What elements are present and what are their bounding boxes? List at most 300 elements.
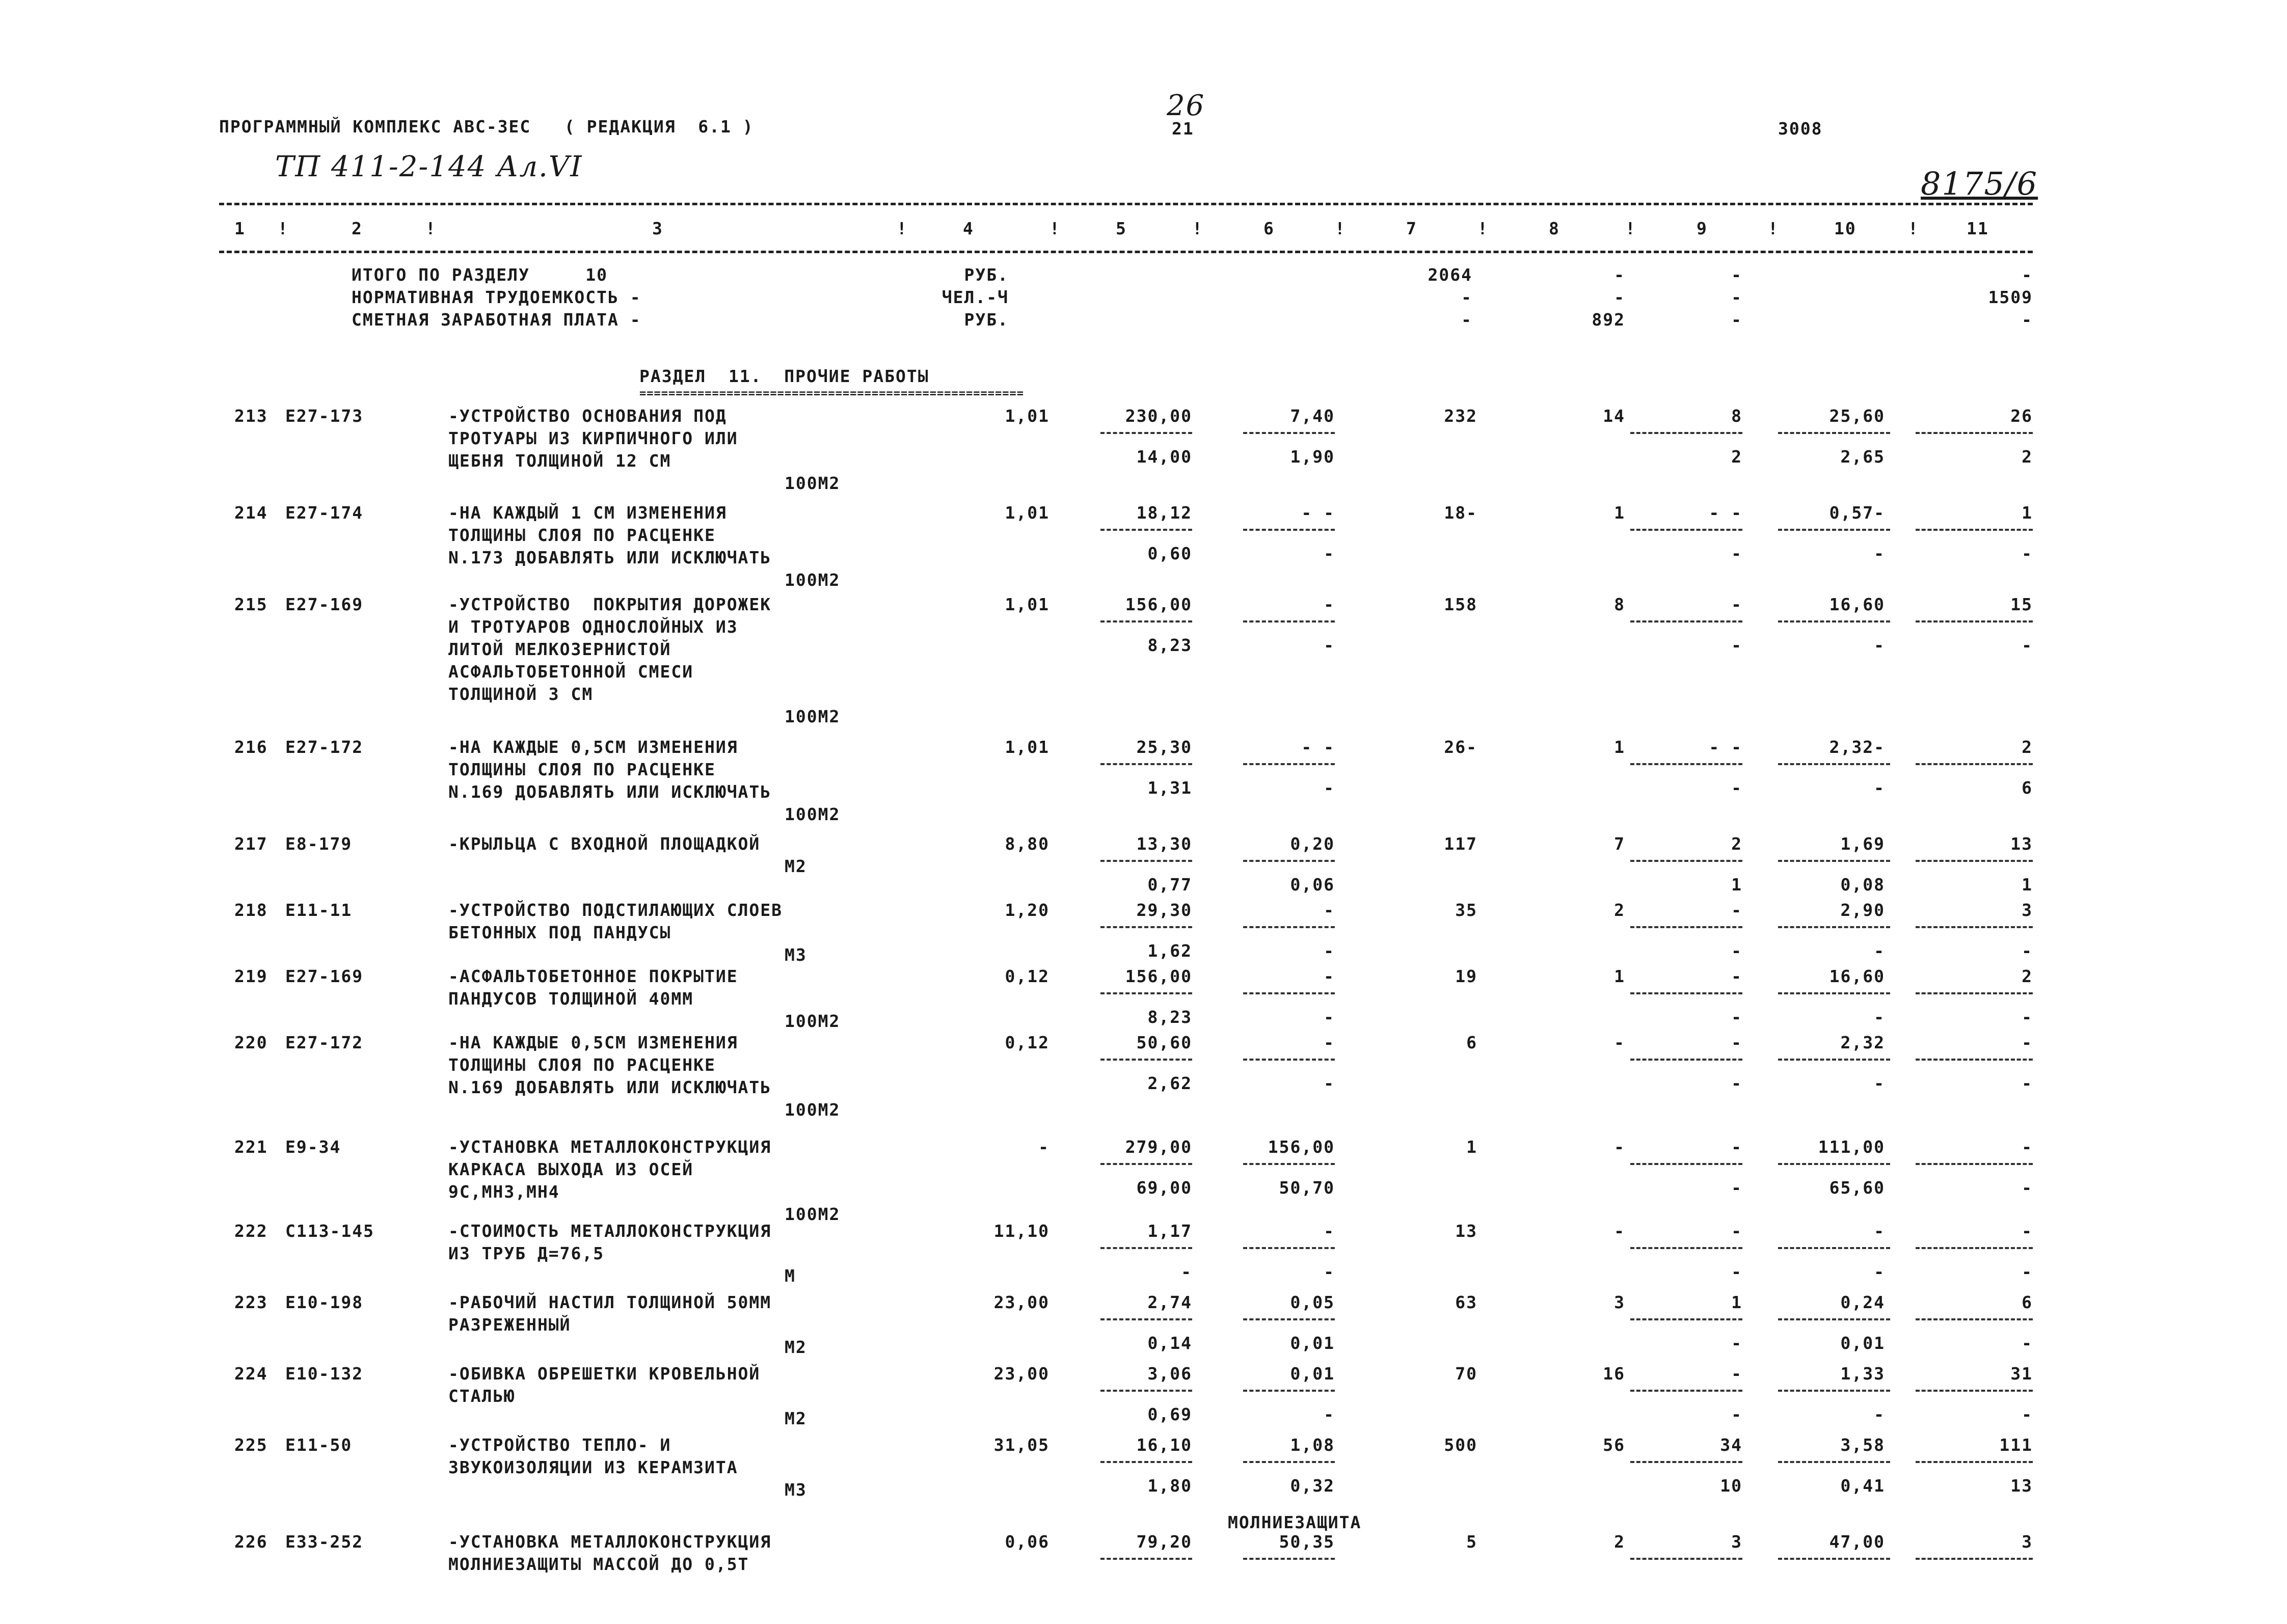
summary-col8: - [1614,287,1625,307]
row-unit-price-wages: - [1324,900,1335,920]
row-description-line: И ТРОТУАРОВ ОДНОСЛОЙНЫХ ИЗ [448,617,738,637]
totals-divider [1630,992,1742,994]
row-total-wages: 56 [1603,1435,1625,1455]
row-unit: М2 [785,1409,807,1428]
row-quantity: 11,10 [993,1221,1050,1241]
row-description-line: -КРЫЛЬЦА С ВХОДНОЙ ПЛОЩАДКОЙ [448,834,761,854]
row-number: 215 [234,594,268,614]
row-quantity: 8,80 [1005,834,1050,854]
row-labor-unit: 16,60 [1829,594,1885,614]
totals-divider [1778,1163,1890,1165]
row-labor-machines-unit: - [1874,778,1885,798]
row-unit-price-machines: 0,60 [1147,544,1192,563]
row-unit-price-wages: - [1324,1221,1335,1241]
row-unit-price-wages: - [1324,966,1335,986]
row-unit-price-wages: 7,40 [1290,406,1335,426]
column-number: 9 [1697,219,1708,238]
totals-divider [1630,1163,1742,1165]
row-labor-machines-unit: - [1874,1404,1885,1424]
totals-divider [1916,1163,2033,1165]
totals-divider [1778,1318,1890,1320]
totals-divider [1778,1059,1890,1061]
row-machine-wages: - [1731,1404,1742,1424]
row-unit-price-machines: - [1181,1262,1192,1282]
price-divider [1100,1558,1192,1560]
row-labor-machines-total: 6 [2022,778,2033,798]
row-labor-total: 2 [2022,737,2033,757]
totals-divider [1630,620,1742,622]
totals-divider [1778,432,1890,434]
row-unit-price: 3,06 [1147,1364,1192,1384]
row-quantity: 0,12 [1005,1033,1050,1052]
row-labor-unit: 2,32 [1840,1033,1885,1052]
row-machine-wages: - [1731,1007,1742,1027]
row-number: 213 [234,406,268,426]
row-description-line: ТОЛЩИНЫ СЛОЯ ПО РАСЦЕНКЕ [448,525,716,545]
summary-unit: РУБ. [964,265,1009,285]
summary-col8: 892 [1592,310,1625,330]
row-quantity: 1,01 [1005,503,1050,523]
page-number-handwritten: 26 [1167,89,1205,122]
row-labor-machines-total: - [2022,1073,2033,1093]
totals-divider [1778,529,1890,531]
row-code: Е10-132 [285,1364,364,1384]
price-divider [1243,620,1335,622]
row-labor-unit: 47,00 [1829,1532,1885,1552]
totals-divider [1916,763,2033,765]
totals-divider [1630,432,1742,434]
totals-divider [1916,926,2033,928]
row-unit-price-machines: 14,00 [1136,447,1192,467]
summary-label: СМЕТНАЯ ЗАРАБОТНАЯ ПЛАТА - [352,310,641,330]
row-quantity: 0,06 [1005,1532,1050,1552]
row-unit-price-machine-wages: 0,32 [1290,1476,1335,1496]
totals-divider [1630,1247,1742,1249]
row-labor-machines-unit: 65,60 [1829,1178,1885,1198]
row-total-machines: 2 [1731,834,1742,854]
row-labor-total: 2 [2022,966,2033,986]
row-unit-price-machine-wages: 0,01 [1290,1333,1335,1353]
document-code: 3008 [1778,119,1823,139]
totals-divider [1916,1558,2033,1560]
row-total-wages: 14 [1603,406,1625,426]
price-divider [1243,529,1335,531]
summary-col7: - [1461,287,1472,307]
row-code: Е33-252 [285,1532,364,1552]
summary-label: НОРМАТИВНАЯ ТРУДОЕМКОСТЬ - [352,287,641,307]
row-number: 220 [234,1033,268,1052]
price-divider [1243,1390,1335,1392]
row-unit-price: 230,00 [1125,406,1192,426]
row-unit-price: 156,00 [1125,966,1192,986]
row-description-line: КАРКАСА ВЫХОДА ИЗ ОСЕЙ [448,1159,694,1179]
program-header: ПРОГРАММНЫЙ КОМПЛЕКС АВС-3ЕС ( РЕДАКЦИЯ 6.1 ) [219,117,754,137]
row-labor-unit: 0,57- [1829,503,1885,523]
row-labor-unit: 3,58 [1840,1435,1885,1455]
row-number: 221 [234,1137,268,1157]
row-unit-price-wages: 156,00 [1268,1137,1335,1157]
price-divider [1100,1163,1192,1165]
row-unit-price: 1,17 [1147,1221,1192,1241]
row-total-machines: - [1731,1221,1742,1241]
row-unit: М2 [785,856,807,876]
row-unit-price-machines: 69,00 [1136,1178,1192,1198]
row-quantity: 23,00 [993,1292,1050,1312]
row-description-line: N.173 ДОБАВЛЯТЬ ИЛИ ИСКЛЮЧАТЬ [448,548,772,567]
row-total-machines: - [1731,594,1742,614]
summary-col7: 2064 [1428,265,1472,285]
row-unit-price-wages: 50,35 [1279,1532,1335,1552]
row-unit-price: 25,30 [1136,737,1192,757]
row-total-wages: 8 [1614,594,1625,614]
row-unit-price: 50,60 [1136,1033,1192,1052]
row-machine-wages: - [1731,635,1742,655]
row-unit-price-machine-wages: - [1324,1073,1335,1093]
price-divider [1100,1247,1192,1249]
row-unit-price: 13,30 [1136,834,1192,854]
row-description-line: ПАНДУСОВ ТОЛЩИНОЙ 40ММ [448,989,694,1009]
header-bottom-rule [219,251,2033,253]
price-divider [1243,992,1335,994]
row-total-wages: 3 [1614,1292,1625,1312]
row-labor-total: 3 [2022,1532,2033,1552]
row-unit-price-wages: - - [1301,737,1335,757]
row-machine-wages: - [1731,1333,1742,1353]
row-machine-wages: 10 [1720,1476,1742,1496]
row-labor-machines-unit: 0,41 [1840,1476,1885,1496]
row-quantity: 1,01 [1005,594,1050,614]
totals-divider [1778,1558,1890,1560]
lightning-protection-note: МОЛНИЕЗАЩИТА [1228,1512,1362,1532]
row-total-cost: 19 [1455,966,1477,986]
row-unit: 100М2 [785,570,841,590]
totals-divider [1916,620,2033,622]
row-description-line: -УСТАНОВКА МЕТАЛЛОКОНСТРУКЦИЯ [448,1532,772,1552]
row-unit-price-wages: - - [1301,503,1335,523]
price-divider [1243,1558,1335,1560]
row-labor-unit: 2,90 [1840,900,1885,920]
totals-divider [1778,1247,1890,1249]
totals-divider [1916,1247,2033,1249]
summary-unit: РУБ. [964,310,1009,330]
row-description-line: ТОЛЩИНЫ СЛОЯ ПО РАСЦЕНКЕ [448,760,716,779]
summary-col11: - [2022,265,2033,285]
row-unit-price-wages: 0,05 [1290,1292,1335,1312]
row-labor-total: 26 [2010,406,2033,426]
totals-divider [1630,763,1742,765]
row-quantity: 1,20 [1005,900,1050,920]
row-total-machines: 1 [1731,1292,1742,1312]
row-machine-wages: 2 [1731,447,1742,467]
row-total-wages: 2 [1614,900,1625,920]
row-description-line: -УСТАНОВКА МЕТАЛЛОКОНСТРУКЦИЯ [448,1137,772,1157]
row-total-cost: 500 [1444,1435,1477,1455]
row-number: 225 [234,1435,268,1455]
row-labor-machines-unit: 0,08 [1840,875,1885,895]
row-total-cost: 117 [1444,834,1477,854]
totals-divider [1916,1390,2033,1392]
row-unit-price: 79,20 [1136,1532,1192,1552]
row-unit: 100М2 [785,1100,841,1120]
totals-divider [1630,860,1742,862]
row-total-cost: 35 [1455,900,1477,920]
row-labor-machines-total: 2 [2022,447,2033,467]
price-divider [1100,926,1192,928]
row-description-line: ТОЛЩИНОЙ 3 СМ [448,684,594,704]
row-unit-price-machines: 0,69 [1147,1404,1192,1424]
column-number: 5 [1116,219,1127,238]
inventory-number-handwritten: 8175/6 [1921,165,2038,202]
row-labor-total: 13 [2010,834,2033,854]
totals-divider [1630,1059,1742,1061]
row-quantity: 0,12 [1005,966,1050,986]
price-divider [1100,432,1192,434]
row-code: Е27-172 [285,1033,364,1052]
price-divider [1243,1318,1335,1320]
row-labor-total: 3 [2022,900,2033,920]
row-unit: 100М2 [785,707,841,726]
row-number: 216 [234,737,268,757]
row-labor-total: 15 [2010,594,2033,614]
price-divider [1243,763,1335,765]
price-divider [1243,432,1335,434]
row-labor-total: - [2022,1137,2033,1157]
price-divider [1100,620,1192,622]
column-number: 4 [963,219,974,238]
row-labor-total: - [2022,1033,2033,1052]
row-machine-wages: - [1731,778,1742,798]
summary-col7: - [1461,310,1472,330]
totals-divider [1778,1390,1890,1392]
row-unit-price-wages: - [1324,594,1335,614]
summary-col9: - [1731,287,1742,307]
row-total-machines: - [1731,1033,1742,1052]
row-labor-machines-total: - [2022,941,2033,961]
row-description-line: -УСТРОЙСТВО ПОДСТИЛАЮЩИХ СЛОЕВ [448,900,783,920]
price-divider [1243,1247,1335,1249]
row-total-cost: 26- [1444,737,1477,757]
row-total-machines: - [1731,966,1742,986]
row-unit-price: 16,10 [1136,1435,1192,1455]
row-description-line: N.169 ДОБАВЛЯТЬ ИЛИ ИСКЛЮЧАТЬ [448,1077,772,1097]
column-number: 3 [652,219,663,238]
row-unit-price-machine-wages: - [1324,941,1335,961]
totals-divider [1778,763,1890,765]
row-unit: 100М2 [785,1011,841,1031]
row-total-cost: 1 [1466,1137,1477,1157]
row-total-machines: 3 [1731,1532,1742,1552]
totals-divider [1916,860,2033,862]
row-number: 214 [234,503,268,523]
row-labor-machines-total: - [2022,635,2033,655]
row-labor-unit: 0,24 [1840,1292,1885,1312]
row-description-line: МОЛНИЕЗАЩИТЫ МАССОЙ ДО 0,5Т [448,1554,749,1574]
row-unit: М3 [785,1480,807,1500]
row-description-line: -УСТРОЙСТВО ОСНОВАНИЯ ПОД [448,406,727,426]
totals-divider [1630,926,1742,928]
summary-col9: - [1731,310,1742,330]
row-total-machines: - - [1709,503,1742,523]
row-number: 217 [234,834,268,854]
row-total-cost: 70 [1455,1364,1477,1384]
totals-divider [1630,1390,1742,1392]
row-quantity: - [1038,1137,1050,1157]
column-number: 6 [1263,219,1275,238]
price-divider [1100,1390,1192,1392]
row-code: Е9-34 [285,1137,341,1157]
row-code: Е11-50 [285,1435,353,1455]
row-description-line: ТОЛЩИНЫ СЛОЯ ПО РАСЦЕНКЕ [448,1055,716,1075]
section-title-underline: ===================================================== [639,387,1024,400]
row-code: Е27-172 [285,737,364,757]
row-unit-price-wages: - [1324,1033,1335,1052]
row-code: С113-145 [285,1221,374,1241]
row-description-line: -РАБОЧИЙ НАСТИЛ ТОЛЩИНОЙ 50ММ [448,1292,772,1312]
row-code: Е27-174 [285,503,364,523]
row-total-cost: 63 [1455,1292,1477,1312]
column-number: 1 [234,219,246,238]
row-number: 222 [234,1221,268,1241]
row-number: 219 [234,966,268,986]
row-code: Е27-173 [285,406,364,426]
row-description-line: ТРОТУАРЫ ИЗ КИРПИЧНОГО ИЛИ [448,428,738,448]
row-description-line: БЕТОННЫХ ПОД ПАНДУСЫ [448,923,671,942]
row-unit: 100М2 [785,1204,841,1224]
header-top-rule [219,203,2033,205]
row-description-line: -НА КАЖДЫЕ 0,5СМ ИЗМЕНЕНИЯ [448,737,738,757]
row-labor-total: - [2022,1221,2033,1241]
column-separator: ! [1768,219,1779,238]
row-labor-machines-total: - [2022,1178,2033,1198]
price-divider [1100,763,1192,765]
row-total-machines: 8 [1731,406,1742,426]
row-unit: М3 [785,945,807,965]
row-description-line: ЩЕБНЯ ТОЛЩИНОЙ 12 СМ [448,451,671,471]
row-labor-machines-unit: - [1874,635,1885,655]
row-unit-price-machine-wages: - [1324,635,1335,655]
row-labor-machines-total: - [2022,1333,2033,1353]
column-separator: ! [897,219,908,238]
row-code: Е10-198 [285,1292,364,1312]
row-labor-machines-unit: - [1874,941,1885,961]
row-machine-wages: - [1731,1178,1742,1198]
column-number: 11 [1967,219,1989,238]
totals-divider [1630,1461,1742,1463]
price-divider [1100,529,1192,531]
row-quantity: 31,05 [993,1435,1050,1455]
totals-divider [1916,1461,2033,1463]
row-labor-machines-total: 1 [2022,875,2033,895]
row-unit-price-machine-wages: 0,06 [1290,875,1335,895]
section-title: РАЗДЕЛ 11. ПРОЧИЕ РАБОТЫ [639,366,929,386]
row-unit-price: 29,30 [1136,900,1192,920]
row-description-line: -УСТРОЙСТВО ПОКРЫТИЯ ДОРОЖЕК [448,594,772,614]
row-unit-price-machine-wages: 50,70 [1279,1178,1335,1198]
row-labor-machines-unit: - [1874,1073,1885,1093]
row-total-machines: - [1731,1364,1742,1384]
totals-divider [1916,432,2033,434]
row-description-line: N.169 ДОБАВЛЯТЬ ИЛИ ИСКЛЮЧАТЬ [448,782,772,802]
row-code: Е11-11 [285,900,353,920]
row-total-machines: - [1731,900,1742,920]
row-description-line: РАЗРЕЖЕННЫЙ [448,1315,571,1335]
column-separator: ! [1477,219,1489,238]
row-labor-machines-total: - [2022,1262,2033,1282]
price-divider [1100,1059,1192,1061]
row-total-wages: 1 [1614,737,1625,757]
row-labor-total: 6 [2022,1292,2033,1312]
row-labor-unit: 1,69 [1840,834,1885,854]
row-labor-machines-unit: - [1874,1007,1885,1027]
row-total-wages: - [1614,1221,1625,1241]
totals-divider [1778,926,1890,928]
row-description-line: -УСТРОЙСТВО ТЕПЛО- И [448,1435,671,1455]
price-divider [1100,1461,1192,1463]
row-labor-machines-unit: - [1874,1262,1885,1282]
row-labor-machines-total: 13 [2010,1476,2033,1496]
price-divider [1100,860,1192,862]
summary-label: ИТОГО ПО РАЗДЕЛУ 10 [352,265,608,285]
row-labor-unit: 111,00 [1818,1137,1885,1157]
totals-divider [1778,620,1890,622]
row-unit-price-wages: 0,01 [1290,1364,1335,1384]
summary-col11: - [2022,310,2033,330]
row-machine-wages: - [1731,1073,1742,1093]
row-unit-price: 2,74 [1147,1292,1192,1312]
row-description-line: ЗВУКОИЗОЛЯЦИИ ИЗ КЕРАМЗИТА [448,1457,738,1477]
row-total-wages: 16 [1603,1364,1625,1384]
row-quantity: 23,00 [993,1364,1050,1384]
row-description-line: -ОБИВКА ОБРЕШЕТКИ КРОВЕЛЬНОЙ [448,1364,761,1384]
row-unit-price-wages: 1,08 [1290,1435,1335,1455]
row-machine-wages: 1 [1731,875,1742,895]
row-total-cost: 6 [1466,1033,1477,1052]
page-number-printed: 21 [1172,119,1194,139]
row-code: Е8-179 [285,834,353,854]
row-total-cost: 232 [1444,406,1477,426]
row-machine-wages: - [1731,1262,1742,1282]
totals-divider [1630,1558,1742,1560]
row-description-line: 9С,МН3,МН4 [448,1182,560,1202]
column-separator: ! [1050,219,1061,238]
column-number: 8 [1549,219,1560,238]
row-unit-price-machine-wages: - [1324,778,1335,798]
totals-divider [1778,1461,1890,1463]
row-quantity: 1,01 [1005,406,1050,426]
row-description-line: -НА КАЖДЫЕ 0,5СМ ИЗМЕНЕНИЯ [448,1033,738,1052]
row-total-cost: 18- [1444,503,1477,523]
row-unit: М [785,1266,796,1286]
row-unit-price-machine-wages: - [1324,1262,1335,1282]
row-description-line: СТАЛЬЮ [448,1386,516,1406]
row-quantity: 1,01 [1005,737,1050,757]
totals-divider [1916,1318,2033,1320]
price-divider [1243,1059,1335,1061]
row-description-line: -АСФАЛЬТОБЕТОННОЕ ПОКРЫТИЕ [448,966,738,986]
price-divider [1243,926,1335,928]
row-labor-machines-unit: - [1874,544,1885,563]
row-total-wages: 1 [1614,503,1625,523]
row-description-line: -НА КАЖДЫЙ 1 СМ ИЗМЕНЕНИЯ [448,503,727,523]
summary-unit: ЧЕЛ.-Ч [941,287,1009,307]
row-total-machines: - - [1709,737,1742,757]
row-unit-price-machines: 2,62 [1147,1073,1192,1093]
row-unit-price: 18,12 [1136,503,1192,523]
row-code: Е27-169 [285,966,364,986]
row-unit-price-machines: 0,77 [1147,875,1192,895]
row-labor-machines-total: - [2022,544,2033,563]
price-divider [1243,1163,1335,1165]
